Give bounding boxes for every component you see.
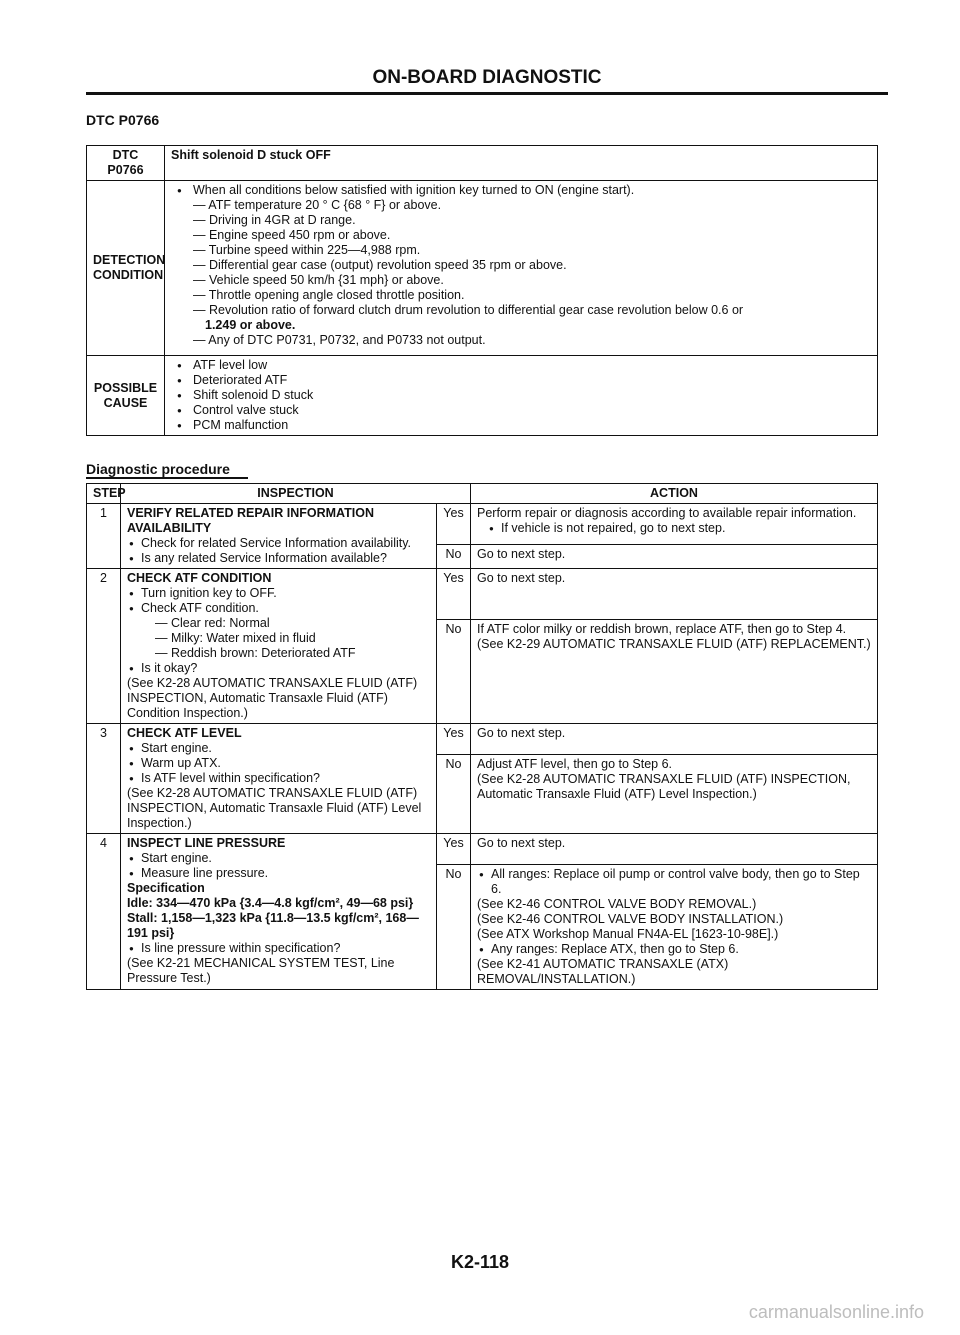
yes-label: Yes: [437, 569, 471, 620]
step-title: INSPECT LINE PRESSURE: [127, 836, 286, 850]
cause-item: ● PCM malfunction: [171, 418, 871, 433]
section-title: DTC P0766: [86, 112, 160, 128]
inspection-ref: (See K2-21 MECHANICAL SYSTEM TEST, Line Pressure Test.): [127, 956, 395, 985]
step-row: [87, 724, 878, 755]
header-inspection: INSPECTION: [121, 484, 471, 504]
cause-content: [165, 356, 878, 436]
header-action: ACTION: [471, 484, 878, 504]
step-row: [87, 504, 878, 545]
step-title: VERIFY RELATED REPAIR INFORMATION AVAILABILITY: [127, 506, 374, 535]
detection-row: [87, 181, 878, 356]
dtc-description: Shift solenoid D stuck OFF: [165, 146, 878, 181]
cause-row: [87, 356, 878, 436]
inspection-dash: — Milky: Water mixed in fluid: [155, 631, 316, 645]
inspection-bullet: ● Measure line pressure.: [127, 866, 430, 881]
action-ref: (See K2-46 CONTROL VALVE BODY REMOVAL.): [477, 897, 757, 911]
spec-label: Specification: [127, 881, 205, 895]
yes-label: Yes: [437, 724, 471, 755]
step-inspection: [121, 569, 437, 724]
action-text: Adjust ATF level, then go to Step 6.: [477, 757, 673, 771]
step-inspection: [121, 504, 437, 569]
inspection-ref: (See K2-28 AUTOMATIC TRANSAXLE FLUID (ATF) INSPECTION, Automatic Transaxle Fluid (ATF) Condition Inspection.): [127, 676, 418, 720]
inspection-bullet: ● Is line pressure within specification?: [127, 941, 430, 956]
no-label: No: [437, 620, 471, 724]
condition-other-dtc: — Any of DTC P0731, P0732, and P0733 not output.: [193, 333, 486, 347]
no-label: No: [437, 865, 471, 990]
yes-label: Yes: [437, 834, 471, 865]
condition-vehicle-speed: — Vehicle speed 50 km/h {31 mph} or above.: [193, 273, 444, 287]
dtc-code: DTC P0766: [87, 146, 165, 181]
condition-range: — Driving in 4GR at D range.: [193, 213, 356, 227]
step-number: 1: [87, 504, 121, 569]
action-ref: (See ATX Workshop Manual FN4A-EL [1623-10-98E].): [477, 927, 779, 941]
yes-label: Yes: [437, 504, 471, 545]
step-title: CHECK ATF LEVEL: [127, 726, 242, 740]
action-ref: (See K2-46 CONTROL VALVE BODY INSTALLATION.): [477, 912, 784, 926]
dtc-table: [86, 145, 878, 436]
step-number: 4: [87, 834, 121, 990]
condition-diff-speed: — Differential gear case (output) revolution speed 35 rpm or above.: [193, 258, 567, 272]
cause-item: ● Shift solenoid D stuck: [171, 388, 871, 403]
condition-turbine-speed: — Turbine speed within 225—4,988 rpm.: [193, 243, 421, 257]
action-bullet: ● If vehicle is not repaired, go to next step.: [487, 521, 871, 536]
action-text: Perform repair or diagnosis according to available repair information.: [477, 506, 857, 520]
action-ref: (See K2-41 AUTOMATIC TRANSAXLE (ATX) REMOVAL/INSTALLATION.): [477, 957, 729, 986]
yes-action: Go to next step.: [471, 569, 878, 620]
step-row: [87, 834, 878, 865]
cause-item: ● Control valve stuck: [171, 403, 871, 418]
no-label: No: [437, 545, 471, 569]
dtc-header-row: [87, 146, 878, 181]
step-row: [87, 569, 878, 620]
inspection-bullet: ● Check ATF condition.: [127, 601, 430, 616]
inspection-bullet: ● Check for related Service Information availability.: [127, 536, 430, 551]
inspection-bullet: ● Turn ignition key to OFF.: [127, 586, 430, 601]
action-bullet: ● Any ranges: Replace ATX, then go to Step 6.: [477, 942, 871, 957]
detection-content: [165, 181, 878, 356]
spec-stall: Stall: 1,158—1,323 kPa {11.8—13.5 kgf/cm², 168—191 psi}: [127, 911, 419, 940]
condition-engine-speed: — Engine speed 450 rpm or above.: [193, 228, 391, 242]
cause-item: ● ATF level low: [171, 358, 871, 373]
step-number: 2: [87, 569, 121, 724]
inspection-bullet: ● Is it okay?: [127, 661, 430, 676]
detection-intro: ● When all conditions below satisfied with ignition key turned to ON (engine start).: [171, 183, 871, 198]
yes-action: Go to next step.: [471, 834, 878, 865]
step-number: 3: [87, 724, 121, 834]
condition-temp: — ATF temperature 20 ° C {68 ° F} or above.: [193, 198, 442, 212]
page-title: ON-BOARD DIAGNOSTIC: [86, 64, 888, 95]
inspection-bullet: ● Is any related Service Information available?: [127, 551, 430, 566]
inspection-dash: — Reddish brown: Deteriorated ATF: [155, 646, 356, 660]
inspection-bullet: ● Start engine.: [127, 741, 430, 756]
no-label: No: [437, 755, 471, 834]
no-action: Go to next step.: [471, 545, 878, 569]
action-ref: (See K2-28 AUTOMATIC TRANSAXLE FLUID (ATF) INSPECTION, Automatic Transaxle Fluid (ATF) Level Inspection.): [477, 772, 851, 801]
no-action: [471, 755, 878, 834]
inspection-bullet: ● Warm up ATX.: [127, 756, 430, 771]
action-text: If ATF color milky or reddish brown, replace ATF, then go to Step 4.: [477, 622, 847, 636]
inspection-bullet: ● Is ATF level within specification?: [127, 771, 430, 786]
action-bullet: ● All ranges: Replace oil pump or control valve body, then go to Step 6.: [477, 867, 871, 897]
watermark: carmanualsonline.info: [748, 1302, 924, 1322]
condition-ratio: — Revolution ratio of forward clutch drum revolution to differential gear case revolution below 0.6 or: [193, 303, 744, 317]
cause-label: POSSIBLE CAUSE: [87, 356, 165, 436]
detection-label: DETECTION CONDITION: [87, 181, 165, 356]
action-ref: (See K2-29 AUTOMATIC TRANSAXLE FLUID (ATF) REPLACEMENT.): [477, 637, 871, 651]
diag-header-row: [87, 484, 878, 504]
no-action: [471, 620, 878, 724]
diagnostic-table: [86, 483, 878, 990]
diag-title: Diagnostic procedure: [86, 461, 248, 479]
yes-action: [471, 504, 878, 545]
step-title: CHECK ATF CONDITION: [127, 571, 272, 585]
no-action: [471, 865, 878, 990]
inspection-bullet: ● Start engine.: [127, 851, 430, 866]
page-number: K2-118: [450, 1252, 510, 1272]
header-step: STEP: [87, 484, 121, 504]
step-inspection: [121, 834, 437, 990]
yes-action: Go to next step.: [471, 724, 878, 755]
inspection-ref: (See K2-28 AUTOMATIC TRANSAXLE FLUID (ATF) INSPECTION, Automatic Transaxle Fluid (ATF) Level Inspection.): [127, 786, 422, 830]
condition-ratio-cont: 1.249 or above.: [205, 318, 296, 332]
condition-throttle: — Throttle opening angle closed throttle position.: [193, 288, 465, 302]
inspection-dash: — Clear red: Normal: [155, 616, 270, 630]
step-inspection: [121, 724, 437, 834]
spec-idle: Idle: 334—470 kPa {3.4—4.8 kgf/cm², 49—68 psi}: [127, 896, 414, 910]
cause-item: ● Deteriorated ATF: [171, 373, 871, 388]
